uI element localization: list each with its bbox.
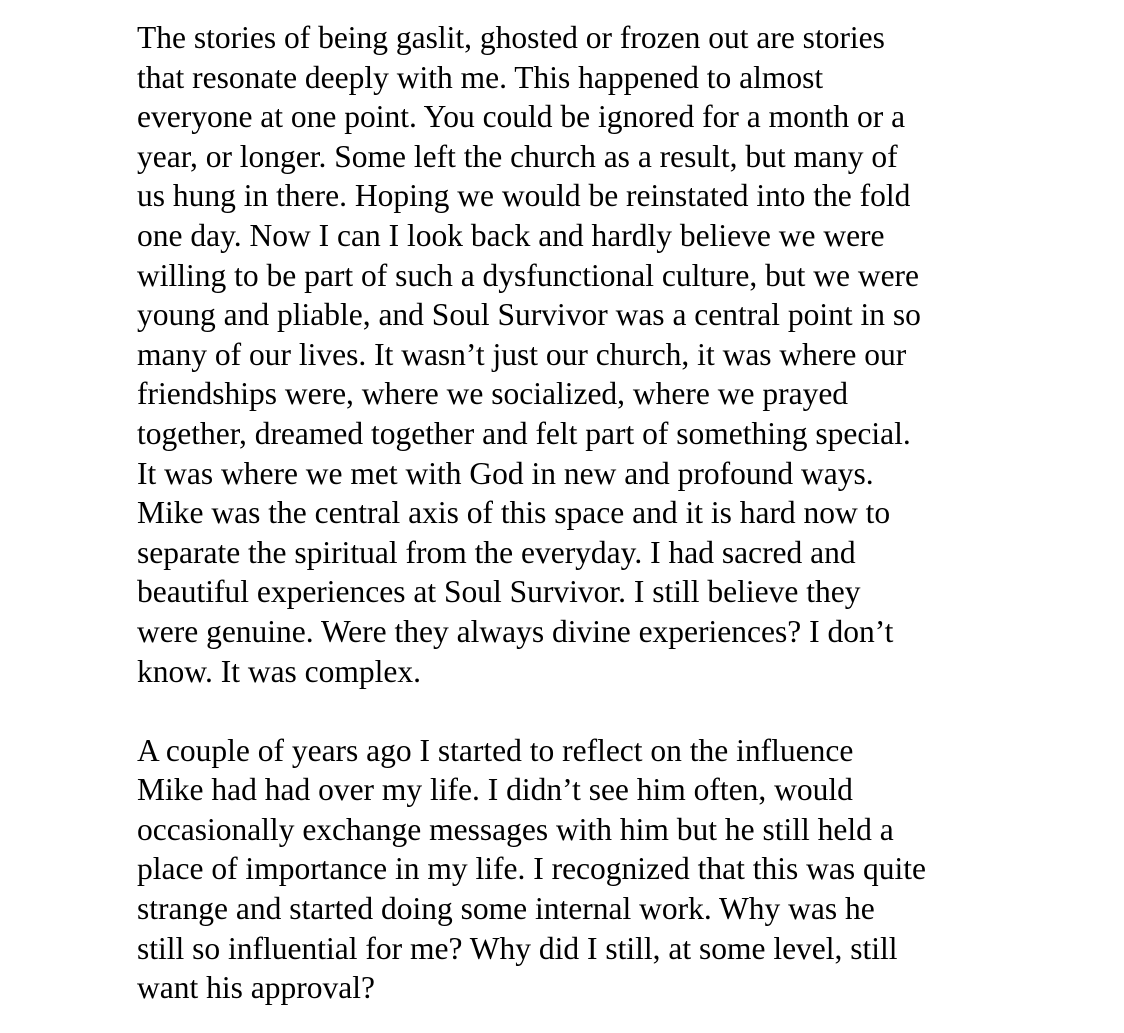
text-line: strange and started doing some internal work. Why was he bbox=[137, 891, 875, 927]
text-line: many of our lives. It wasn’t just our church, it was where our bbox=[137, 336, 907, 372]
text-line: place of importance in my life. I recognized that this was quite bbox=[137, 851, 926, 887]
text-line: separate the spiritual from the everyday. I had sacred and bbox=[137, 534, 856, 570]
text-line: us hung in there. Hoping we would be reinstated into the fold bbox=[137, 178, 911, 214]
text-line: willing to be part of such a dysfunctional culture, but we were bbox=[137, 257, 920, 293]
text-line: occasionally exchange messages with him but he still held a bbox=[137, 811, 894, 847]
paragraph-2 bbox=[137, 731, 1037, 1008]
text-line: one day. Now I can I look back and hardly believe we were bbox=[137, 217, 885, 253]
text-line: beautiful experiences at Soul Survivor. I still believe they bbox=[137, 574, 861, 610]
text-line: young and pliable, and Soul Survivor was a central point in so bbox=[137, 297, 921, 333]
text-line: everyone at one point. You could be ignored for a month or a bbox=[137, 99, 906, 135]
text-line: together, dreamed together and felt part of something special. bbox=[137, 415, 911, 451]
paragraph-1 bbox=[137, 18, 1037, 691]
paragraph-gap bbox=[137, 691, 1037, 731]
text-line: A couple of years ago I started to reflect on the influence bbox=[137, 732, 854, 768]
text-line: Mike had had over my life. I didn’t see him often, would bbox=[137, 772, 853, 808]
text-line: It was where we met with God in new and profound ways. bbox=[137, 455, 874, 491]
text-line: that resonate deeply with me. This happened to almost bbox=[137, 59, 824, 95]
text-line: know. It was complex. bbox=[137, 653, 422, 689]
document-page bbox=[137, 18, 1037, 1008]
text-line: The stories of being gaslit, ghosted or frozen out are stories bbox=[137, 20, 885, 55]
text-line: year, or longer. Some left the church as a result, but many of bbox=[137, 138, 898, 174]
text-line: Mike was the central axis of this space and it is hard now to bbox=[137, 495, 891, 531]
text-line: still so influential for me? Why did I still, at some level, still bbox=[137, 930, 898, 966]
text-line: friendships were, where we socialized, where we prayed bbox=[137, 376, 849, 412]
text-line: were genuine. Were they always divine experiences? I don’t bbox=[137, 613, 894, 649]
text-line: want his approval? bbox=[137, 970, 375, 1006]
